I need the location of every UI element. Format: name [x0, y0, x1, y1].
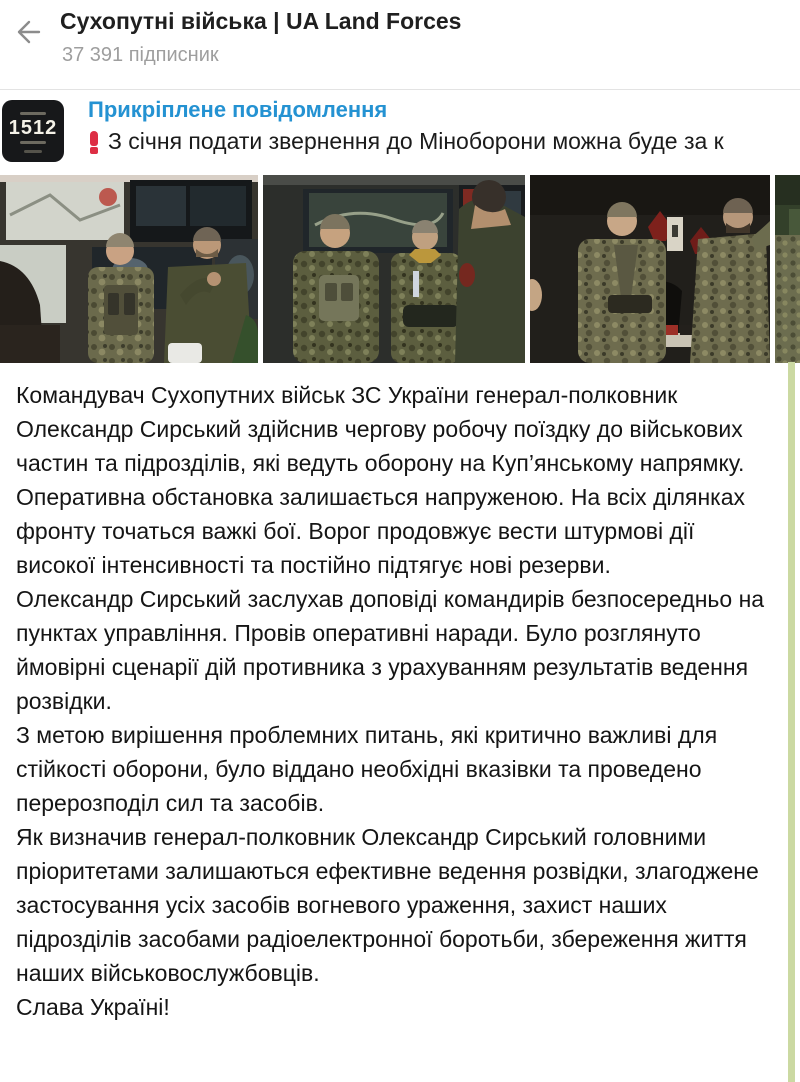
thumb-decor-line	[20, 112, 46, 115]
chat-wallpaper-edge	[788, 362, 795, 1082]
message-photo-3[interactable]	[530, 175, 770, 363]
message-paragraph: Командувач Сухопутних військ ЗС України генерал-полковник Олександр Сирський здійснив чергову робочу поїздку до військових частин та підрозділів, які ведуть оборону на Куп’янському напрямку.	[16, 382, 745, 476]
message-bubble	[0, 363, 800, 1024]
pinned-label: Прикріплене повідомлення	[88, 97, 388, 122]
message-photo-1[interactable]	[0, 175, 258, 363]
channel-title[interactable]: Сухопутні війська | UA Land Forces	[60, 8, 462, 34]
message-paragraph: З метою вирішення проблемних питань, які критично важливі для стійкості оборони, було віддано необхідні вказівки та проведено перерозподіл сил та засобів.	[16, 722, 718, 816]
pinned-preview-text: З січня подати звернення до Міноборони можна буде за к	[108, 128, 724, 154]
pinned-preview	[88, 128, 800, 155]
pinned-message-bar[interactable]	[0, 90, 800, 175]
back-button[interactable]	[6, 14, 46, 54]
message-photo-2[interactable]	[263, 175, 525, 363]
thumb-decor-line	[20, 141, 46, 144]
message-text	[16, 378, 776, 1024]
back-arrow-icon	[11, 17, 41, 52]
message-paragraph: Як визначив генерал-полковник Олександр Сирський головними пріоритетами залишаються ефективне ведення розвідки, злагоджене застосування усіх засобів вогневого ураження, захист наших підрозділів засобами радіоелектронної боротьби, збереження життя наших військовослужбовців.	[16, 824, 759, 986]
thumb-number: 1512	[8, 117, 58, 139]
message-paragraph: Оперативна обстановка залишається напруженою. На всіх ділянках фронту точаться важкі бої. Ворог продовжує вести штурмові дії високої інтенсивності та постійно підтягує нові резерви.	[16, 484, 746, 578]
message-paragraph: Олександр Сирський заслухав доповіді командирів безпосередньо на пунктах управління. Провів оперативні наради. Було розглянуто ймовірні сценарії дій противника з урахуванням результатів ведення розвідки.	[16, 586, 765, 714]
chat-header	[0, 0, 800, 90]
thumb-decor-line	[24, 150, 42, 153]
message-paragraph: Слава Україні!	[16, 994, 170, 1020]
subscriber-count: 37 391 підписник	[62, 44, 219, 66]
photo-album	[0, 175, 800, 363]
message-photo-4[interactable]	[775, 175, 800, 363]
pinned-thumbnail[interactable]	[2, 100, 64, 162]
red-exclamation-icon	[88, 129, 100, 155]
